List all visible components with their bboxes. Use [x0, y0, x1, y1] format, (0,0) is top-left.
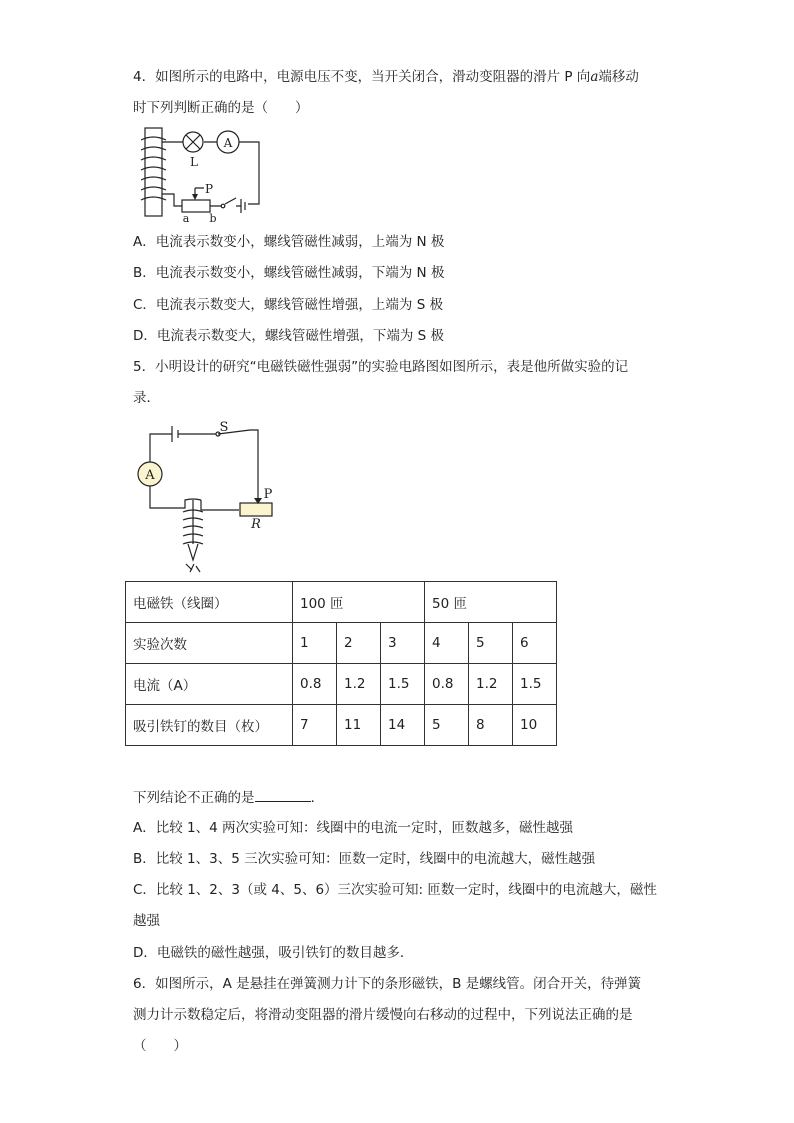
table-cell: 11: [337, 705, 381, 746]
q5-ammeter-label: A: [145, 468, 155, 483]
group-100-turns: 100 匝: [293, 582, 425, 623]
table-cell: 1.2: [337, 664, 381, 705]
table-cell: 3: [381, 623, 425, 664]
table-cell: 2: [337, 623, 381, 664]
q4-circuit-diagram: [128, 126, 268, 222]
q4-option-c: C．电流表示数变大，螺线管磁性增强，上端为 S 极: [133, 297, 444, 313]
q4-stem-end: 端移动: [598, 69, 639, 85]
q4-option-a: A．电流表示数变小，螺线管磁性减弱，上端为 N 极: [133, 234, 445, 250]
row-label-current: 电流（A）: [126, 664, 293, 705]
table-row: [126, 705, 557, 746]
q5-option-d: D．电磁铁的磁性越强，吸引铁钉的数目越多．: [133, 945, 414, 961]
q4-stem-a: a: [590, 69, 599, 85]
table-cell: 6: [513, 623, 557, 664]
q5-stem-line1: 5．小明设计的研究“电磁铁磁性强弱”的实验电路图如图所示，表是他所做实验的记: [133, 359, 629, 375]
table-cell: 0.8: [425, 664, 469, 705]
answer-blank: [255, 787, 311, 802]
q4-option-b: B．电流表示数变小，螺线管磁性减弱，下端为 N 极: [133, 265, 445, 281]
table-cell: 5: [425, 705, 469, 746]
table-cell: 0.8: [293, 664, 337, 705]
row-label-coil: 电磁铁（线圈）: [126, 582, 293, 623]
q5-slider-label: P: [263, 487, 273, 502]
q4-option-d: D．电流表示数变大，螺线管磁性增强，下端为 S 极: [133, 328, 445, 344]
q4-ammeter-label: A: [223, 136, 233, 150]
table-cell: 1: [293, 623, 337, 664]
q4-lamp-label: L: [190, 155, 198, 169]
q5-resistor-label: R: [251, 517, 261, 532]
q5-prompt-text: 下列结论不正确的是: [133, 790, 255, 806]
q6-stem-line1: 6．如图所示，A 是悬挂在弹簧测力计下的条形磁铁，B 是螺线管。闭合开关，待弹簧: [133, 976, 642, 992]
q4-end-b-label: b: [209, 212, 217, 222]
group-50-turns: 50 匝: [425, 582, 557, 623]
q5-switch-label: S: [219, 420, 229, 435]
q5-prompt: [133, 787, 315, 808]
q5-stem-line2: 录．: [133, 390, 160, 406]
table-cell: 8: [469, 705, 513, 746]
table-cell: 5: [469, 623, 513, 664]
q4-slider-label: P: [204, 182, 214, 196]
q4-stem-text: 4．如图所示的电路中，电源电压不变，当开关闭合，滑动变阻器的滑片 P 向: [133, 69, 591, 85]
table-cell: 14: [381, 705, 425, 746]
q6-stem-line2: 测力计示数稳定后，将滑动变阻器的滑片缓慢向右移动的过程中，下列说法正确的是: [133, 1007, 633, 1023]
table-cell: 10: [513, 705, 557, 746]
row-label-nails: 吸引铁钉的数目（枚）: [126, 705, 293, 746]
q5-data-table: [125, 581, 557, 746]
q4-stem-line2: 时下列判断正确的是（ ）: [133, 100, 309, 116]
table-row: [126, 664, 557, 705]
table-cell: 1.5: [513, 664, 557, 705]
q4-end-a-label: a: [182, 212, 190, 222]
q5-option-a: A．比较 1、4 两次实验可知：线圈中的电流一定时，匝数越多，磁性越强: [133, 820, 573, 836]
q5-option-c-cont: 越强: [133, 913, 160, 929]
q5-circuit-diagram: [132, 418, 282, 576]
q4-stem-line1: [133, 67, 639, 87]
q5-option-c: C．比较 1、2、3（或 4、5、6）三次实验可知: 匝数一定时，线圈中的电流越大，磁性: [133, 882, 657, 898]
q5-option-b: B．比较 1、3、5 三次实验可知：匝数一定时，线圈中的电流越大，磁性越强: [133, 851, 596, 867]
q5-prompt-end: .: [310, 790, 315, 806]
table-cell: 7: [293, 705, 337, 746]
table-row: [126, 582, 557, 623]
table-cell: 1.5: [381, 664, 425, 705]
row-label-trial: 实验次数: [126, 623, 293, 664]
table-cell: 4: [425, 623, 469, 664]
table-row: [126, 623, 557, 664]
table-cell: 1.2: [469, 664, 513, 705]
q6-stem-line3: （ ）: [133, 1038, 187, 1054]
